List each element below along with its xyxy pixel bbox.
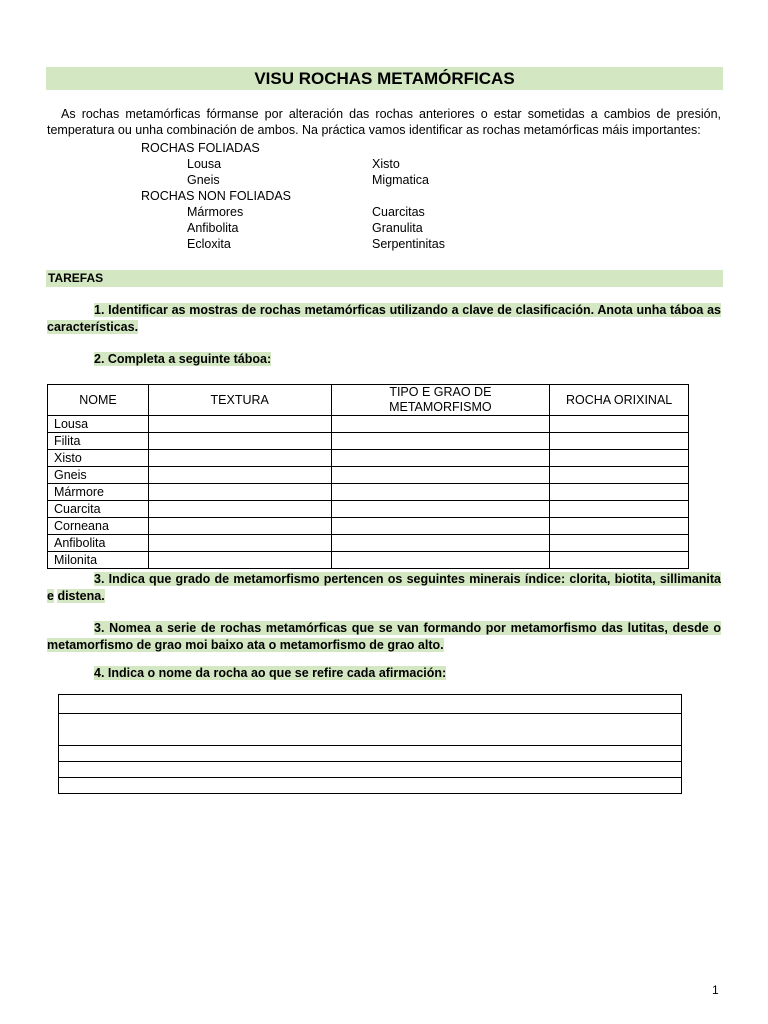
page-number: 1	[712, 983, 719, 997]
rock-item: Gneis	[187, 173, 220, 187]
task-5-text: 4. Indica o nome da rocha ao que se refire cada afirmación:	[94, 666, 447, 680]
table-row	[48, 450, 689, 467]
textura-cell[interactable]	[148, 535, 331, 552]
row-name: Cuarcita	[48, 501, 149, 518]
row-name: Xisto	[48, 450, 149, 467]
tipo-grao-cell[interactable]	[331, 467, 550, 484]
row-name: Anfibolita	[48, 535, 149, 552]
textura-cell[interactable]	[148, 467, 331, 484]
tipo-grao-cell[interactable]	[331, 518, 550, 535]
rocha-orixinal-cell[interactable]	[550, 535, 689, 552]
rock-item: Xisto	[372, 157, 400, 171]
rock-item: Anfibolita	[187, 221, 239, 235]
rocha-orixinal-cell[interactable]	[550, 484, 689, 501]
page-title: VISU ROCHAS METAMÓRFICAS	[46, 67, 723, 90]
table-row	[48, 535, 689, 552]
answer-row	[59, 695, 682, 714]
tipo-grao-cell[interactable]	[331, 535, 550, 552]
non-foliadas-heading: ROCHAS NON FOLIADAS	[141, 189, 292, 203]
textura-cell[interactable]	[148, 416, 331, 433]
tipo-grao-cell[interactable]	[331, 552, 550, 569]
tipo-grao-cell[interactable]	[331, 433, 550, 450]
table-row	[48, 433, 689, 450]
rock-item: Ecloxita	[187, 237, 231, 251]
task-3-text-cont: distena.	[57, 589, 105, 603]
task-4-text-cont: metamorfismo de grao moi baixo ata o metamorfismo de grao alto.	[47, 638, 444, 652]
textura-cell[interactable]	[148, 484, 331, 501]
rock-item: Serpentinitas	[372, 237, 445, 251]
header-nome: NOME	[48, 385, 149, 416]
textura-cell[interactable]	[148, 501, 331, 518]
answer-table	[58, 694, 682, 794]
task-5	[47, 665, 721, 682]
table-row	[48, 416, 689, 433]
task-1-text-cont: características.	[47, 320, 139, 334]
answer-row	[59, 746, 682, 762]
tipo-grao-cell[interactable]	[331, 416, 550, 433]
header-textura: TEXTURA	[148, 385, 331, 416]
textura-cell[interactable]	[148, 518, 331, 535]
row-name: Milonita	[48, 552, 149, 569]
answer-cell[interactable]	[59, 695, 682, 714]
row-name: Mármore	[48, 484, 149, 501]
row-name: Gneis	[48, 467, 149, 484]
tipo-grao-cell[interactable]	[331, 450, 550, 467]
rock-item: Cuarcitas	[372, 205, 425, 219]
rocks-table	[47, 384, 689, 569]
rock-item: Lousa	[187, 157, 222, 171]
foliadas-heading: ROCHAS FOLIADAS	[141, 141, 260, 155]
task-4	[47, 620, 721, 654]
answer-cell[interactable]	[59, 778, 682, 794]
task-2-text: 2. Completa a seguinte táboa:	[94, 352, 272, 366]
row-name: Filita	[48, 433, 149, 450]
answer-cell[interactable]	[59, 762, 682, 778]
rock-item: Migmatica	[372, 173, 429, 187]
table-row	[48, 518, 689, 535]
table-row	[48, 467, 689, 484]
table-row	[48, 484, 689, 501]
task-1-text: 1. Identificar as mostras de rochas metamórficas utilizando a clave de clasificación. Anota unha táboa as	[94, 303, 721, 317]
task-3-text: 3. Indica que grado de metamorfismo pertencen os seguintes minerais índice: clorita, biotita, sillimanita e	[47, 572, 721, 603]
tipo-grao-cell[interactable]	[331, 501, 550, 518]
task-2	[47, 351, 721, 368]
rocha-orixinal-cell[interactable]	[550, 518, 689, 535]
answer-cell[interactable]	[59, 746, 682, 762]
row-name: Lousa	[48, 416, 149, 433]
textura-cell[interactable]	[148, 433, 331, 450]
rocha-orixinal-cell[interactable]	[550, 450, 689, 467]
rocha-orixinal-cell[interactable]	[550, 433, 689, 450]
table-row	[48, 501, 689, 518]
rocha-orixinal-cell[interactable]	[550, 552, 689, 569]
answer-cell[interactable]	[59, 714, 682, 746]
rock-item: Granulita	[372, 221, 423, 235]
intro-paragraph	[47, 106, 721, 138]
table-header-row	[48, 385, 689, 416]
answer-row	[59, 778, 682, 794]
row-name: Corneana	[48, 518, 149, 535]
answer-row	[59, 714, 682, 746]
answer-row	[59, 762, 682, 778]
rock-item: Mármores	[187, 205, 244, 219]
tipo-grao-cell[interactable]	[331, 484, 550, 501]
textura-cell[interactable]	[148, 552, 331, 569]
tarefas-heading: TAREFAS	[46, 270, 723, 287]
header-rocha-orixinal: ROCHA ORIXINAL	[550, 385, 689, 416]
header-tipo-grao: TIPO E GRAO DE METAMORFISMO	[331, 385, 550, 416]
task-4-text: 3. Nomea a serie de rochas metamórficas que se van formando por metamorfismo das lutitas, desde o	[94, 621, 721, 635]
textura-cell[interactable]	[148, 450, 331, 467]
task-3	[47, 571, 721, 605]
rocha-orixinal-cell[interactable]	[550, 467, 689, 484]
table-row	[48, 552, 689, 569]
rocha-orixinal-cell[interactable]	[550, 501, 689, 518]
task-1	[47, 302, 721, 336]
intro-text: As rochas metamórficas fórmanse por alteración das rochas anteriores o estar sometidas a cambios de presión, temperatura ou unha combinación de ambos. Na práctica vamos identificar as rochas metamórficas máis importantes:	[47, 107, 721, 137]
rocha-orixinal-cell[interactable]	[550, 416, 689, 433]
